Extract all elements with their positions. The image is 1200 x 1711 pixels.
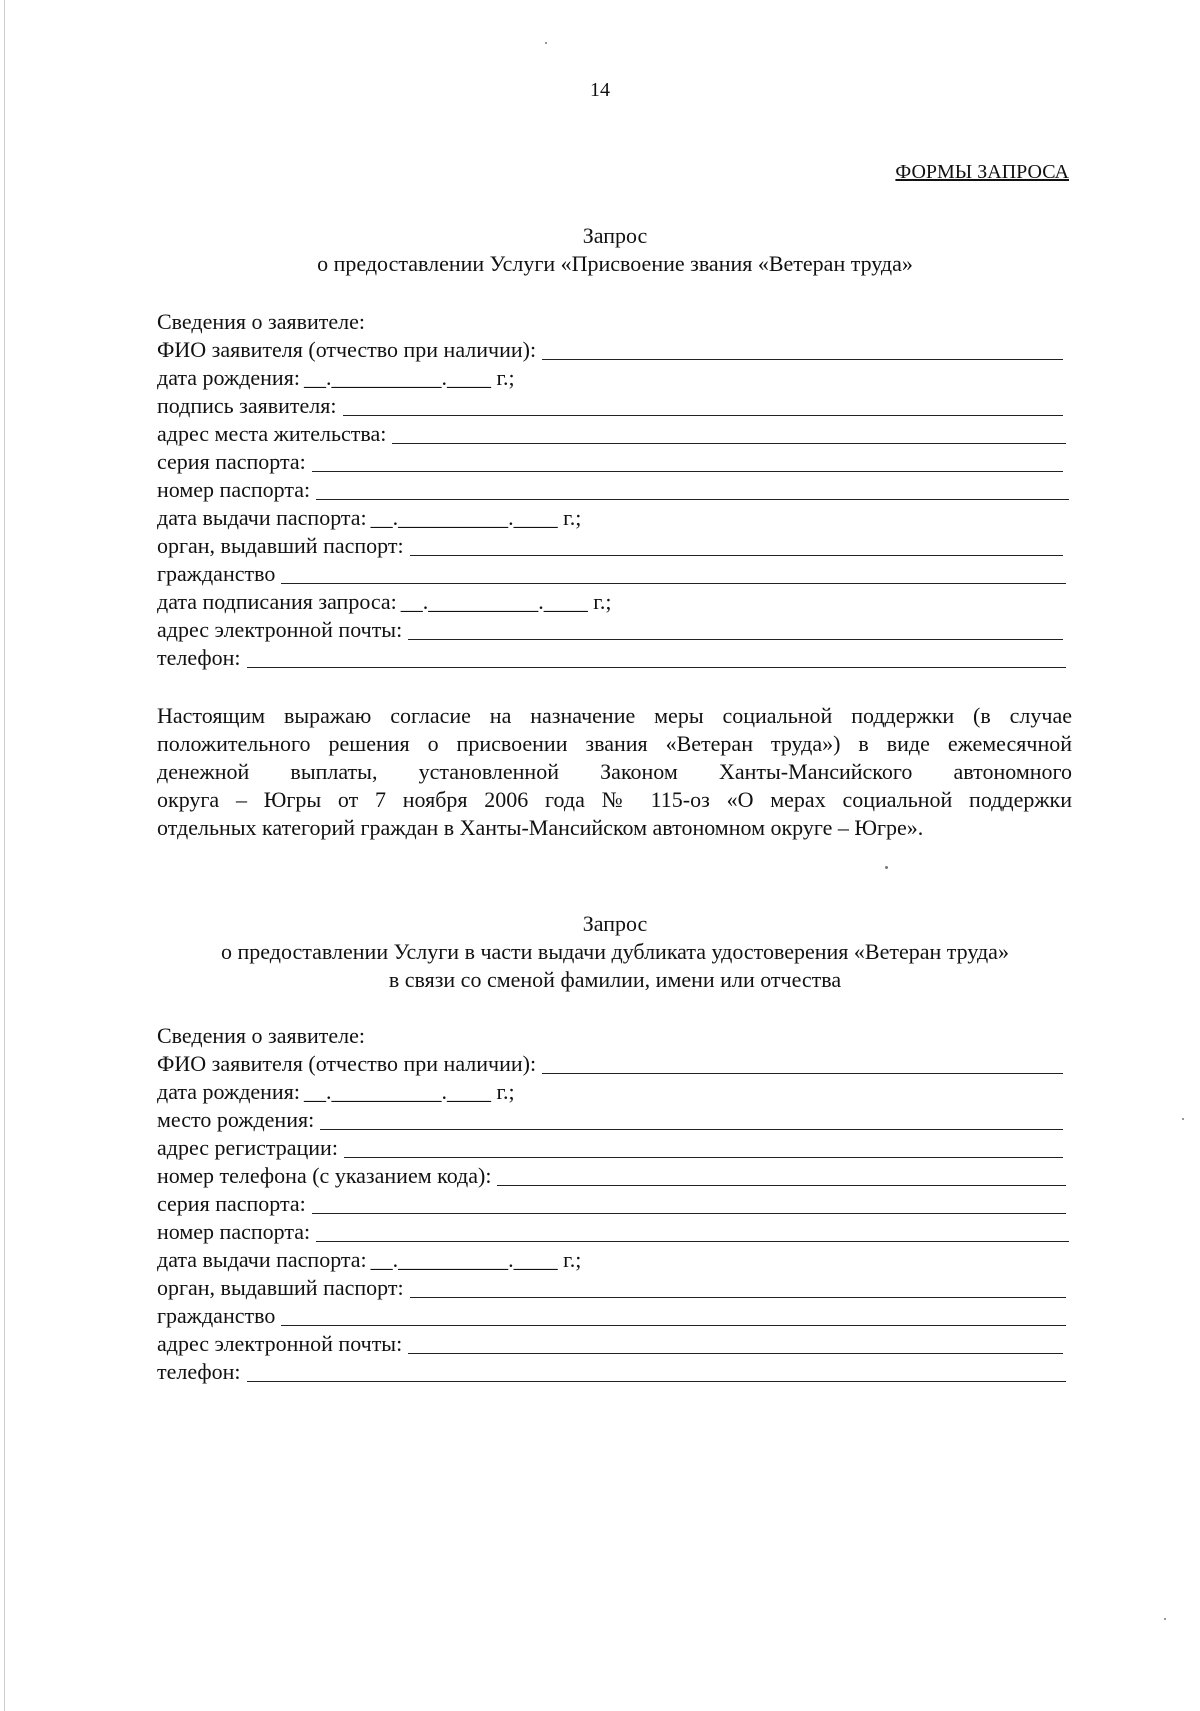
form2-field-phone-with-code[interactable] [157, 1162, 1066, 1190]
date-mask[interactable]: __.__________.____ г.; [370, 1247, 582, 1272]
blank-line[interactable] [542, 339, 1063, 360]
field-label: телефон: [157, 645, 241, 670]
field-label: орган, выдавший паспорт: [157, 533, 404, 558]
field-label: адрес электронной почты: [157, 1331, 403, 1356]
form1-field-passport-series[interactable] [157, 448, 1063, 476]
form1-field-email[interactable] [157, 616, 1063, 644]
form2-subtitle-line2: в связи со сменой фамилии, имени или отчества [388, 967, 842, 992]
form2-field-birth-date[interactable] [157, 1078, 515, 1106]
form2-field-fio[interactable] [157, 1050, 1063, 1078]
date-mask[interactable]: __.__________.____ г.; [400, 589, 612, 614]
blank-line[interactable] [408, 619, 1063, 640]
form2-field-passport-issue-date[interactable] [157, 1246, 581, 1274]
field-label: орган, выдавший паспорт: [157, 1275, 404, 1300]
field-label: адрес места жительства: [157, 421, 387, 446]
blank-line[interactable] [410, 535, 1063, 556]
consent-line: денежной выплаты, установленной Законом Ханты-Мансийского автономного [157, 759, 1072, 784]
field-label: номер паспорта: [157, 1219, 311, 1244]
blank-line[interactable] [320, 1109, 1063, 1130]
blank-line[interactable] [312, 1193, 1066, 1214]
consent-paragraph [157, 702, 1072, 842]
scan-speck [1182, 1118, 1184, 1120]
blank-line[interactable] [497, 1165, 1066, 1186]
form1-section-label: Сведения о заявителе: [157, 309, 366, 334]
form2-field-passport-series[interactable] [157, 1190, 1066, 1218]
field-label: телефон: [157, 1359, 241, 1384]
form1-field-signing-date[interactable] [157, 588, 611, 616]
date-mask[interactable]: __.__________.____ г.; [303, 365, 515, 390]
field-label: дата выдачи паспорта: [157, 505, 367, 530]
form1-field-fio[interactable] [157, 336, 1063, 364]
field-label: адрес регистрации: [157, 1135, 338, 1160]
form1-field-citizenship[interactable] [157, 560, 1066, 588]
form2-field-passport-issuer[interactable] [157, 1274, 1066, 1302]
field-label: номер телефона (с указанием кода): [157, 1163, 492, 1188]
blank-line[interactable] [316, 479, 1069, 500]
field-label: ФИО заявителя (отчество при наличии): [157, 1051, 537, 1076]
form1-field-passport-number[interactable] [157, 476, 1069, 504]
form1-field-signature[interactable] [157, 392, 1063, 420]
blank-line[interactable] [312, 451, 1063, 472]
field-label: подпись заявителя: [157, 393, 337, 418]
form2-title: Запрос [582, 911, 648, 936]
form1-field-birth-date[interactable] [157, 364, 515, 392]
blank-line[interactable] [316, 1221, 1069, 1242]
blank-line[interactable] [343, 395, 1063, 416]
blank-line[interactable] [281, 1305, 1066, 1326]
field-label: гражданство [157, 1303, 276, 1328]
field-label: дата выдачи паспорта: [157, 1247, 367, 1272]
form2-field-phone[interactable] [157, 1358, 1066, 1386]
blank-line[interactable] [281, 563, 1066, 584]
field-label: место рождения: [157, 1107, 315, 1132]
field-label: дата подписания запроса: [157, 589, 397, 614]
blank-line[interactable] [247, 647, 1066, 668]
blank-line[interactable] [542, 1053, 1063, 1074]
form2-field-passport-number[interactable] [157, 1218, 1069, 1246]
scan-speck [885, 866, 888, 869]
consent-line: округа – Югры от 7 ноября 2006 года № 115-оз «О мерах социальной поддержки [157, 787, 1072, 812]
field-label: номер паспорта: [157, 477, 311, 502]
form1-subtitle: о предоставлении Услуги «Присвоение звания «Ветеран труда» [317, 251, 913, 276]
blank-line[interactable] [410, 1277, 1066, 1298]
page-number: 14 [590, 79, 610, 101]
form1-field-passport-issuer[interactable] [157, 532, 1063, 560]
date-mask[interactable]: __.__________.____ г.; [370, 505, 582, 530]
field-label: ФИО заявителя (отчество при наличии): [157, 337, 537, 362]
field-label: серия паспорта: [157, 1191, 306, 1216]
form2-field-registration-address[interactable] [157, 1134, 1063, 1162]
scan-speck [1164, 1618, 1166, 1620]
form1-title: Запрос [582, 223, 648, 248]
form2-subtitle: о предоставлении Услуги в части выдачи дубликата удостоверения «Ветеран труда» [221, 939, 1009, 964]
field-label: дата рождения: [157, 365, 300, 390]
date-mask[interactable]: __.__________.____ г.; [303, 1079, 515, 1104]
blank-line[interactable] [247, 1361, 1066, 1382]
consent-line: отдельных категорий граждан в Ханты-Мансийском автономном округе – Югре». [157, 815, 924, 840]
field-label: дата рождения: [157, 1079, 300, 1104]
scan-speck [545, 42, 547, 44]
field-label: адрес электронной почты: [157, 617, 403, 642]
form2-field-birth-place[interactable] [157, 1106, 1063, 1134]
form2-section-label: Сведения о заявителе: [157, 1023, 366, 1048]
blank-line[interactable] [408, 1333, 1063, 1354]
form1-field-passport-issue-date[interactable] [157, 504, 581, 532]
form2-field-citizenship[interactable] [157, 1302, 1066, 1330]
form1-field-address[interactable] [157, 420, 1066, 448]
form2-field-email[interactable] [157, 1330, 1063, 1358]
blank-line[interactable] [344, 1137, 1063, 1158]
consent-line: Настоящим выражаю согласие на назначение меры социальной поддержки (в случае [157, 703, 1072, 728]
consent-line: положительного решения о присвоении звания «Ветеран труда») в виде ежемесячной [157, 731, 1072, 756]
field-label: серия паспорта: [157, 449, 306, 474]
forms-title: ФОРМЫ ЗАПРОСА [895, 161, 1069, 183]
blank-line[interactable] [392, 423, 1066, 444]
field-label: гражданство [157, 561, 276, 586]
form1-field-phone[interactable] [157, 644, 1066, 672]
